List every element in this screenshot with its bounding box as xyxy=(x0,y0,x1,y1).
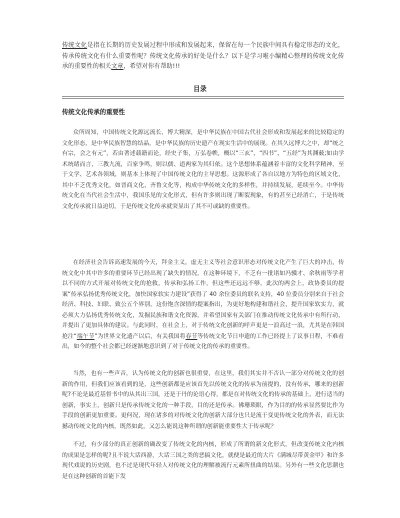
paragraph-2-text-a: 在经济社会告诉高速发展的今天，拜金主义，虚无主义等社会意识形态对传统文化产生了巨大的冲击，传统文化中其中许多的重要环节已经出现了缺失的情况，在这种环境下，不乏有一批诸如冯骥才、余秋雨等学者以不同的方式开展对传统文化的抢救，传承和弘扬工作，但这些还远远不够，此次的两会上，政协委员的提案“传承弘扬优秀传统文化，加快国家软实力建设”获得了 40 余位委员的联名支持，40 位委员分别来自于社会经济、科技、妇联、致公五个界别，这份饱含深情的提案指出，为更好地构建和谐社会，提升国家软实力，就必须大力弘扬优秀传统文化，发掘民族和谐文化资源，并希望国家有关部门在推动传统文化传承中有所行动，并提出了更加具体的建议。与此同时，在社会上，对于传统文化创新的呼声更是一浪高过一浪，尤其是在韩国抢注“ xyxy=(62,260,344,340)
body-paragraph-2 xyxy=(62,258,344,353)
dragon-boat-festival-link[interactable]: 端午节 xyxy=(76,333,95,340)
body-paragraph-4: 不过，有少部分的真正创新的确改变了传统文化的内核，形成了所谓的新文化形式，但改变传统文化内核的成果是怎样的呢?且不说大话西游，大话三国之类的恶搞文化，就便是最近的大片《满城尽带黄金甲》和许多现代戏说的历史剧，也不过是现代年轻人对传统文化的理解被流行元素所扭曲的结果。另外有一些文化思潮也是在这种创新的首能下发 xyxy=(62,442,344,480)
body-paragraph-3: 当然，也有一些声音，认为传统文化的创新也很重要，在这里，我们其实并不否认一部分对传统文化的创新的作用，但我们应该看到的是，这些创新都是应该首先以传统文化的传承为前提的，没有传承，哪来的创新呢?不论是最近基督书中的从其出三国，还是于丹的论语心得，都是在对传统文化的传承的基础上，进行适当的创新，事实上，创新只是传承传统文化的一种手段，目的还是传承。佛珊琐眼，作为目的的传承显然要比作为手段的创新更加重要。更何况，现在诸多的对传统文化的创新大部分也只是流于变更传统文化的外表，而无法撼动传统文化的内核，既然如此，又怎么能说这种所谓的创新能重要性大于传承呢？ xyxy=(62,371,344,430)
intro-text-a: 是指在长期的历史发展过程中形成和发展起来，保留在每一个民族中间具有稳定形态的文化，传承传统文化有什么重要性呢？传统文化传承的好处是什么？以下是学习啦小编精心整理的传统文化传承的重要性的相关 xyxy=(62,42,344,71)
traditional-culture-link[interactable]: 传统文化 xyxy=(62,42,88,49)
paragraph-2-text-b: ”为世界文化遗产以后，有关我国将 xyxy=(94,333,186,340)
toc-divider-top xyxy=(62,96,344,97)
section-heading: 传统文化传承的重要性 xyxy=(62,109,125,116)
body-paragraph-1: 众所周知，中国传统文化源远流长，博大精深，是中华民族在中国古代社会形成和发展起来的比较稳定的文化形态，是中华民族智慧的结晶，是中华民族的历史遗产在现实生活中的展现。在其久远博大之中，却“统之有宗，会之有元”，若由著述载籍而论，经史子集，万弘卷帙，概以“三玄”、“四书”、“五经”为其渊薮;如由学术统绪而言，三教九流，百家争鸣，则以儒、道两家为其归依。这个思想体系蕴涵着丰富的文化科学精神，至于文学、艺术各领域，则基本上体现了中国传统文化的主导思想。这源形成了各自以地方为特色的区域文化，其中不乏优秀文化，如晋商文化、齐鲁文化等，构成中华传统文化的多样性，并持续发展，延续至今。中华传统文化在当代社会生活中，我国乐见的文化形式，但有许多则出现了断裂现象，有的甚至已经消亡，于是传统文化传承就日益迫切，于是传统文化传承就突显出了其不可或缺的重要性。 xyxy=(62,130,344,210)
spring-festival-link[interactable]: 春节 xyxy=(185,333,198,340)
intro-paragraph xyxy=(62,41,344,73)
toc-title: 目录 xyxy=(193,85,207,93)
toc-divider-bottom xyxy=(62,98,344,99)
intro-text-b: ，希望对你有帮助!!! xyxy=(123,63,181,71)
paragraph-2-text-c: 等传统文化节日申遗的工作已经提上了议事日程，不难看出，如今的整个社会都已经逐渐地意识到了对于传统文化的传承的重要性。 xyxy=(62,333,344,351)
article-link[interactable]: 文章 xyxy=(111,63,124,71)
